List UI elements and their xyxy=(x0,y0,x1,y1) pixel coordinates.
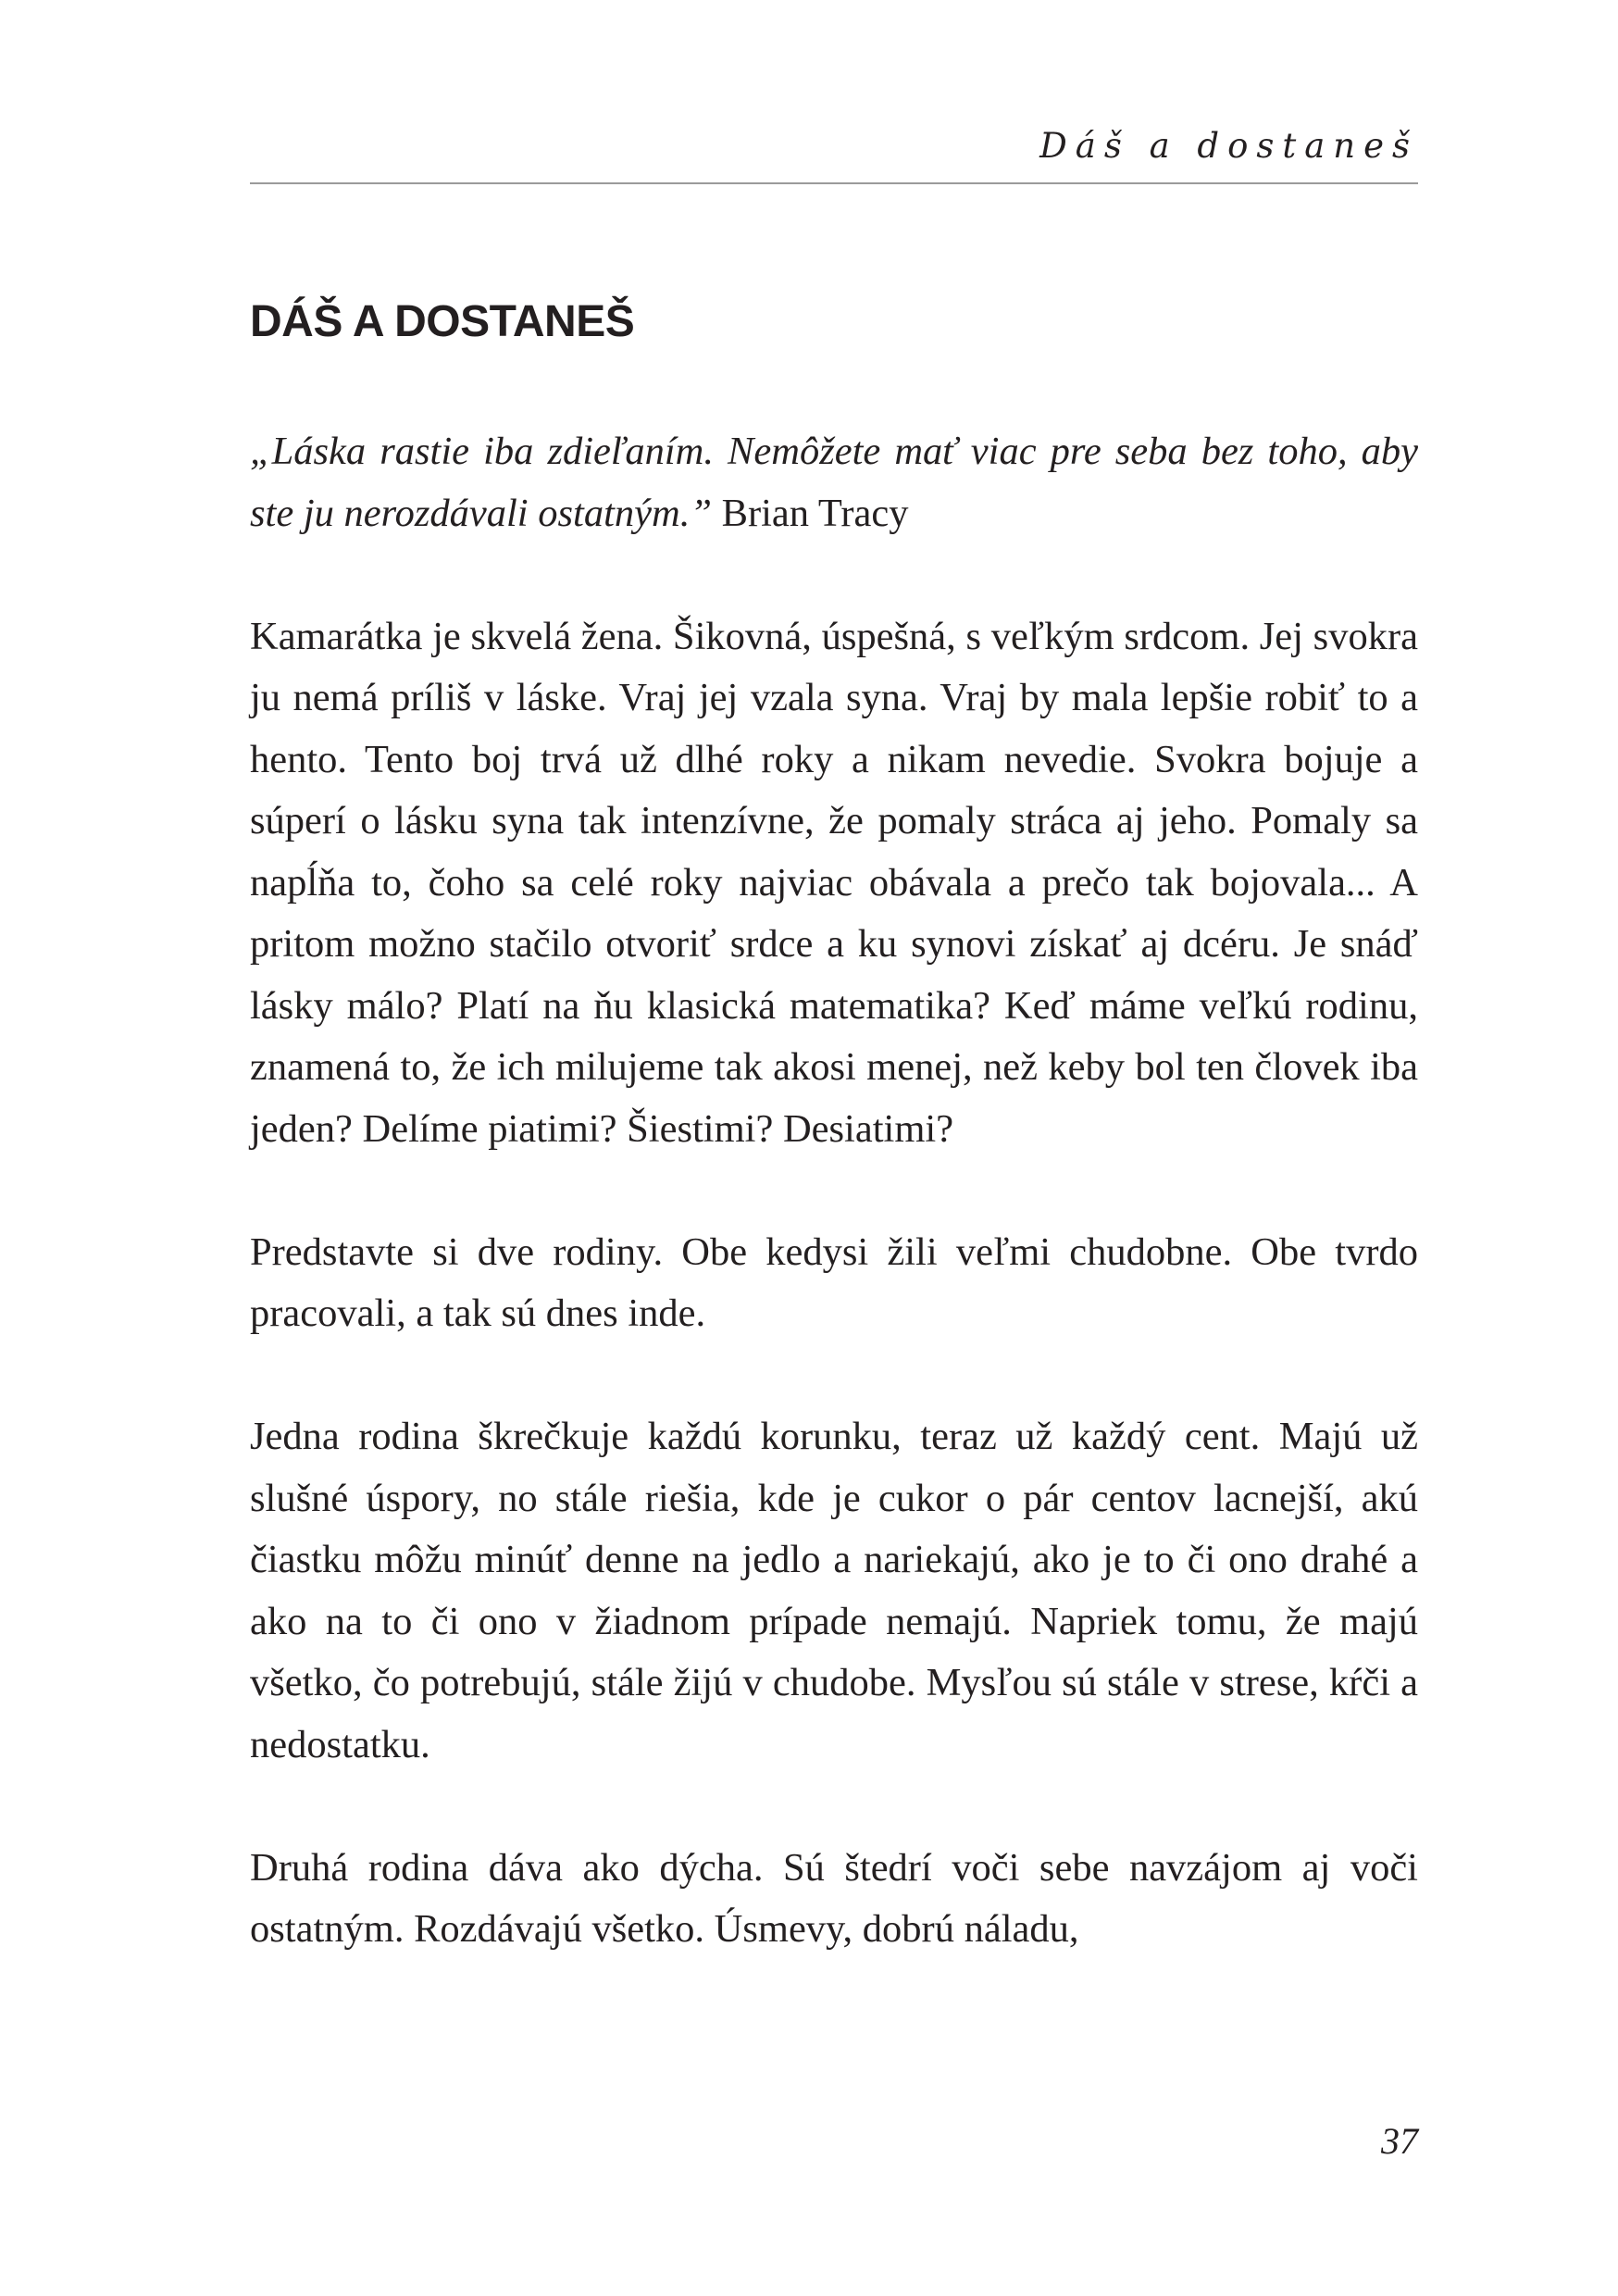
epigraph-quote: „Láska rastie iba zdieľaním. Nemôžete mať viac pre seba bez toho, aby ste ju nerozdávali ostatným.” xyxy=(250,430,1418,535)
page-number: 37 xyxy=(1381,2120,1418,2162)
chapter-title: DÁŠ A DOSTANEŠ xyxy=(250,297,635,346)
header-divider xyxy=(250,182,1418,184)
paragraph: Jedna rodina škrečkuje každú korunku, teraz už každý cent. Majú už slušné úspory, no stále riešia, kde je cukor o pár centov lacnejší, akú čiastku môžu minúť denne na jedlo a nariekajú, ako je to či ono drahé a ako na to či ono v žiadnom prípade nemajú. Napriek tomu, že majú všetko, čo potrebujú, stále žijú v chudobe. Mysľou sú stále v strese, kŕči a nedostatku. xyxy=(250,1415,1418,1766)
paragraph: Predstavte si dve rodiny. Obe kedysi žili veľmi chudobne. Obe tvrdo pracovali, a tak sú dnes inde. xyxy=(250,1229,1418,1335)
body-text xyxy=(250,421,1418,1961)
epigraph-author: Brian Tracy xyxy=(721,491,909,535)
running-header: Dáš a dostaneš xyxy=(1039,126,1418,166)
paragraph: Druhá rodina dáva ako dýcha. Sú štedrí voči sebe navzájom aj voči ostatným. Rozdávajú všetko. Úsmevy, dobrú náladu, xyxy=(250,1845,1418,1951)
epigraph xyxy=(250,421,1418,544)
paragraph: Kamarátka je skvelá žena. Šikovná, úspešná, s veľkým srdcom. Jej svokra ju nemá príliš v láske. Vraj jej vzala syna. Vraj by mala lepšie robiť to a hento. Tento boj trvá už dlhé roky a nikam nevedie. Svokra bojuje a súperí o lásku syna tak intenzívne, že pomaly stráca aj jeho. Pomaly sa napĺňa to, čoho sa celé roky najviac obávala a prečo tak bojovala... A pritom možno stačilo otvoriť srdce a ku synovi získať aj dcéru. Je snáď lásky málo? Platí na ňu klasická matematika? Keď máme veľkú rodinu, znamená to, že ich milujeme tak akosi menej, než keby bol ten človek iba jeden? Delíme piatimi? Šiestimi? Desiatimi? xyxy=(250,614,1418,1151)
